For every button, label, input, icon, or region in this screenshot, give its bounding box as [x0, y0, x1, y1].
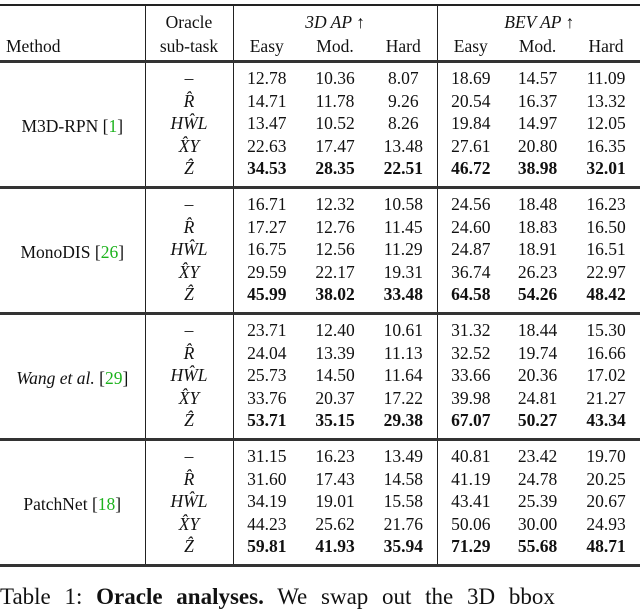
table-header — [0, 5, 640, 62]
oracle-subtask-cell: HŴL — [145, 364, 233, 387]
value-cell: 18.48 — [517, 193, 558, 214]
caption-label: Table 1: — [0, 584, 83, 609]
value-cell: 59.81 — [247, 536, 287, 557]
method-name: MonoDIS — [20, 242, 91, 263]
oracle-subtask-cell: HŴL — [145, 112, 233, 135]
value-cell: 19.70 — [586, 445, 626, 466]
oracle-subtask-cell: HŴL — [145, 238, 233, 261]
value-cell: 16.23 — [586, 193, 626, 214]
value-cell: 34.19 — [247, 491, 287, 512]
value-cell: 31.15 — [247, 445, 287, 466]
value-cell: 20.54 — [451, 90, 491, 111]
value-cell: 17.02 — [586, 365, 626, 386]
method-header: Method — [0, 33, 145, 62]
value-cell: 22.63 — [247, 135, 287, 156]
value-cell: 17.47 — [315, 135, 355, 156]
value-cell: 39.98 — [451, 387, 491, 408]
value-cell: 19.31 — [370, 261, 437, 284]
oracle-subtask-cell: Ẑ — [145, 535, 233, 565]
value-cell: 43.41 — [451, 491, 491, 512]
value-cell: 13.47 — [247, 113, 287, 134]
value-cell: 8.07 — [370, 62, 437, 90]
value-cell: 21.76 — [370, 513, 437, 536]
method-name-cell: Wang et al. [29] — [0, 313, 145, 439]
value-cell: 11.13 — [370, 342, 437, 365]
value-cell: 31.60 — [247, 468, 287, 489]
value-cell: 40.81 — [451, 445, 491, 466]
value-cell: 12.76 — [315, 216, 355, 237]
method-block — [0, 313, 640, 439]
oracle-subtask-cell: R̂ — [145, 468, 233, 491]
value-cell: 16.66 — [586, 342, 626, 363]
oracle-header-line1: Oracle — [145, 5, 233, 33]
value-cell: 48.42 — [586, 284, 626, 305]
value-cell: 32.52 — [451, 342, 491, 363]
value-cell: 26.23 — [517, 261, 558, 282]
oracle-subtask-cell: Ẑ — [145, 157, 233, 187]
value-cell: 43.34 — [586, 410, 626, 431]
value-cell: 16.71 — [247, 193, 287, 214]
value-cell: 12.32 — [315, 193, 355, 214]
value-cell: 29.38 — [370, 409, 437, 439]
value-cell: 22.51 — [370, 157, 437, 187]
oracle-subtask-cell: X̂Y — [145, 513, 233, 536]
value-cell: 19.74 — [517, 342, 558, 363]
oracle-subtask-cell: Ẑ — [145, 283, 233, 313]
value-cell: 18.69 — [451, 68, 491, 88]
value-cell: 20.36 — [517, 365, 558, 386]
value-cell: 45.99 — [247, 284, 287, 305]
value-cell: 12.40 — [315, 319, 355, 340]
value-cell: 25.73 — [247, 365, 287, 386]
value-cell: 20.25 — [586, 468, 626, 489]
citation-link[interactable]: 26 — [100, 242, 119, 263]
oracle-subtask-cell: X̂Y — [145, 387, 233, 410]
method-name-cell: M3D-RPN [1] — [0, 62, 145, 188]
group-header-bev-ap: BEV AP ↑ — [504, 12, 575, 32]
oracle-subtask-cell: – — [145, 187, 233, 215]
value-cell: 50.27 — [517, 410, 558, 431]
value-cell: 28.35 — [315, 158, 355, 179]
value-cell: 35.15 — [315, 410, 355, 431]
value-cell: 34.53 — [247, 158, 287, 179]
oracle-subtask-cell: Ẑ — [145, 409, 233, 439]
oracle-subtask-cell: R̂ — [145, 216, 233, 239]
value-cell: 38.02 — [315, 284, 355, 305]
value-cell: 18.91 — [517, 239, 558, 260]
value-cell: 21.27 — [586, 387, 626, 408]
value-cell: 22.17 — [315, 261, 355, 282]
method-name-cell: PatchNet [18] — [0, 439, 145, 565]
value-cell: 13.48 — [370, 135, 437, 158]
value-cell: 36.74 — [451, 261, 491, 282]
value-cell: 22.97 — [586, 261, 626, 282]
value-cell: 71.29 — [451, 536, 491, 557]
value-cell: 20.80 — [517, 135, 558, 156]
value-cell: 19.84 — [451, 113, 491, 134]
value-cell: 33.48 — [370, 283, 437, 313]
method-block — [0, 187, 640, 313]
value-cell: 41.19 — [451, 468, 491, 489]
value-cell: 15.30 — [586, 319, 626, 340]
citation-link[interactable]: 18 — [97, 494, 116, 515]
oracle-subtask-cell: – — [145, 62, 233, 90]
value-cell: 23.71 — [247, 319, 287, 340]
value-cell: 11.29 — [370, 238, 437, 261]
oracle-subtask-cell: HŴL — [145, 490, 233, 513]
value-cell: 14.97 — [517, 113, 558, 134]
value-cell: 55.68 — [517, 536, 558, 557]
value-cell: 50.06 — [451, 513, 491, 534]
value-cell: 10.61 — [370, 313, 437, 341]
col-header-3d-easy: Easy — [249, 36, 284, 56]
value-cell: 14.71 — [247, 90, 287, 111]
value-cell: 10.58 — [370, 187, 437, 215]
value-cell: 17.22 — [370, 387, 437, 410]
citation-link[interactable]: 29 — [104, 368, 123, 389]
oracle-subtask-cell: R̂ — [145, 342, 233, 365]
value-cell: 17.27 — [247, 216, 287, 237]
group-header-3d-ap: 3D AP ↑ — [233, 5, 437, 33]
method-name: M3D-RPN — [21, 116, 99, 137]
value-cell: 14.58 — [370, 468, 437, 491]
table-row — [0, 313, 640, 341]
value-cell: 29.59 — [247, 261, 287, 282]
value-cell: 30.00 — [517, 513, 558, 534]
value-cell: 25.39 — [517, 491, 558, 512]
value-cell: 35.94 — [370, 535, 437, 565]
method-block — [0, 62, 640, 188]
value-cell: 12.05 — [586, 113, 626, 134]
table-row — [0, 187, 640, 215]
col-header-bev-hard: Hard — [588, 36, 624, 56]
value-cell: 12.78 — [247, 68, 287, 88]
col-header-bev-mod: Mod. — [518, 36, 557, 56]
col-header-3d-hard: Hard — [370, 33, 437, 62]
oracle-header-line2: sub-task — [145, 33, 233, 62]
value-cell: 41.93 — [315, 536, 355, 557]
value-cell: 14.57 — [517, 68, 558, 88]
value-cell: 20.67 — [586, 491, 626, 512]
value-cell: 20.37 — [315, 387, 355, 408]
caption-title: Oracle analyses. — [96, 584, 264, 609]
method-name: Wang et al. — [16, 368, 95, 389]
value-cell: 27.61 — [451, 135, 491, 156]
oracle-subtask-cell: X̂Y — [145, 261, 233, 284]
oracle-subtask-cell: – — [145, 439, 233, 467]
value-cell: 67.07 — [451, 410, 491, 431]
value-cell: 11.45 — [370, 216, 437, 239]
value-cell: 15.58 — [370, 490, 437, 513]
value-cell: 13.39 — [315, 342, 355, 363]
value-cell: 14.50 — [315, 365, 355, 386]
value-cell: 16.50 — [586, 216, 626, 237]
value-cell: 64.58 — [451, 284, 491, 305]
value-cell: 48.71 — [586, 536, 626, 557]
value-cell: 31.32 — [451, 319, 491, 340]
method-name-cell: MonoDIS [26] — [0, 187, 145, 313]
oracle-subtask-cell: X̂Y — [145, 135, 233, 158]
value-cell: 13.49 — [370, 439, 437, 467]
value-cell: 24.60 — [451, 216, 491, 237]
value-cell: 33.66 — [451, 365, 491, 386]
value-cell: 12.56 — [315, 239, 355, 260]
oracle-results-table — [0, 4, 640, 567]
value-cell: 16.75 — [247, 239, 287, 260]
value-cell: 16.23 — [315, 445, 355, 466]
value-cell: 38.98 — [517, 158, 558, 179]
value-cell: 9.26 — [370, 90, 437, 113]
value-cell: 17.43 — [315, 468, 355, 489]
method-header-spacer — [0, 5, 145, 33]
value-cell: 46.72 — [451, 158, 491, 179]
value-cell: 8.26 — [370, 112, 437, 135]
value-cell: 24.78 — [517, 468, 558, 489]
value-cell: 16.51 — [586, 239, 626, 260]
col-header-3d-mod: Mod. — [316, 36, 354, 56]
method-block — [0, 439, 640, 565]
value-cell: 24.81 — [517, 387, 558, 408]
value-cell: 54.26 — [517, 284, 558, 305]
value-cell: 24.56 — [451, 193, 491, 214]
table-row — [0, 62, 640, 90]
value-cell: 18.44 — [517, 319, 558, 340]
value-cell: 24.04 — [247, 342, 287, 363]
value-cell: 19.01 — [315, 491, 355, 512]
value-cell: 32.01 — [586, 158, 626, 179]
value-cell: 11.78 — [315, 90, 355, 111]
table-caption — [0, 584, 555, 610]
value-cell: 16.35 — [586, 135, 626, 156]
value-cell: 23.42 — [517, 445, 558, 466]
value-cell: 10.52 — [315, 113, 355, 134]
value-cell: 11.09 — [586, 68, 626, 88]
value-cell: 18.83 — [517, 216, 558, 237]
value-cell: 11.64 — [370, 364, 437, 387]
table-row — [0, 439, 640, 467]
oracle-subtask-cell: – — [145, 313, 233, 341]
caption-text: We swap out the 3D bbox — [277, 584, 555, 609]
value-cell: 13.32 — [586, 90, 626, 111]
citation-link[interactable]: 1 — [108, 116, 118, 137]
value-cell: 53.71 — [247, 410, 287, 431]
method-name: PatchNet — [23, 494, 88, 515]
value-cell: 25.62 — [315, 513, 355, 534]
value-cell: 44.23 — [247, 513, 287, 534]
value-cell: 24.93 — [586, 513, 626, 534]
col-header-bev-easy: Easy — [453, 36, 488, 56]
value-cell: 10.36 — [315, 68, 355, 88]
oracle-subtask-cell: R̂ — [145, 90, 233, 113]
value-cell: 33.76 — [247, 387, 287, 408]
value-cell: 16.37 — [517, 90, 558, 111]
value-cell: 24.87 — [451, 239, 491, 260]
